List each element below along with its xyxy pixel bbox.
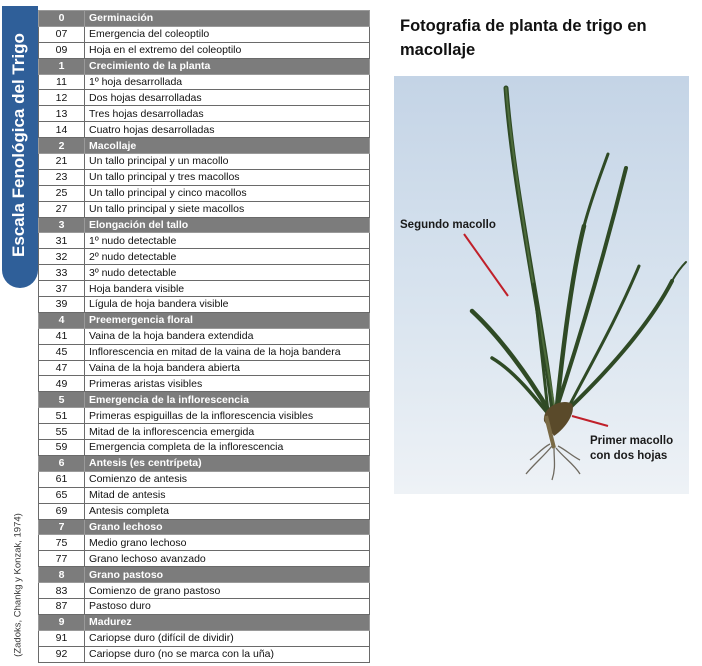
stage-code: 69 xyxy=(39,503,85,519)
stage-title: Grano lechoso xyxy=(85,519,370,535)
stage-row xyxy=(39,376,370,392)
stage-row xyxy=(39,408,370,424)
stage-code: 1 xyxy=(39,58,85,74)
stage-code: 07 xyxy=(39,26,85,42)
stage-description: Pastoso duro xyxy=(85,598,370,614)
stage-description: 1º nudo detectable xyxy=(85,233,370,249)
stage-row xyxy=(39,265,370,281)
stage-title: Preemergencia floral xyxy=(85,312,370,328)
stage-code: 33 xyxy=(39,265,85,281)
stage-row xyxy=(39,440,370,456)
first-tiller-label-line1: Primer macollo xyxy=(590,435,674,447)
stage-code: 4 xyxy=(39,312,85,328)
stage-description: Dos hojas desarrolladas xyxy=(85,90,370,106)
stage-code: 32 xyxy=(39,249,85,265)
stage-description: Un tallo principal y un macollo xyxy=(85,154,370,170)
stage-title: Germinación xyxy=(85,11,370,27)
stage-description: Un tallo principal y siete macollos xyxy=(85,201,370,217)
stage-description: Lígula de hoja bandera visible xyxy=(85,297,370,313)
stage-row xyxy=(39,154,370,170)
stage-row xyxy=(39,471,370,487)
stage-row xyxy=(39,26,370,42)
stage-row xyxy=(39,583,370,599)
phenology-table xyxy=(38,10,370,663)
stage-description: Emergencia completa de la inflorescencia xyxy=(85,440,370,456)
stage-description: Cariopse duro (difícil de dividir) xyxy=(85,630,370,646)
stage-description: 2º nudo detectable xyxy=(85,249,370,265)
stage-description: Primeras aristas visibles xyxy=(85,376,370,392)
stage-description: Mitad de la inflorescencia emergida xyxy=(85,424,370,440)
citation: (Zadoks, Chankg y Konzak, 1974) xyxy=(12,513,24,657)
stage-header-row xyxy=(39,455,370,471)
stage-code: 83 xyxy=(39,583,85,599)
stage-row xyxy=(39,503,370,519)
stage-header-row xyxy=(39,138,370,154)
stage-code: 9 xyxy=(39,614,85,630)
stage-description: Medio grano lechoso xyxy=(85,535,370,551)
stage-code: 09 xyxy=(39,42,85,58)
stage-row xyxy=(39,185,370,201)
stage-code: 51 xyxy=(39,408,85,424)
stage-code: 6 xyxy=(39,455,85,471)
wheat-plant-photo xyxy=(394,76,689,494)
stage-code: 13 xyxy=(39,106,85,122)
stage-code: 75 xyxy=(39,535,85,551)
stage-row xyxy=(39,551,370,567)
stage-header-row xyxy=(39,519,370,535)
phenology-table-body xyxy=(39,11,370,663)
stage-description: Inflorescencia en mitad de la vaina de la hoja bandera xyxy=(85,344,370,360)
stage-code: 0 xyxy=(39,11,85,27)
stage-code: 7 xyxy=(39,519,85,535)
stage-description: Un tallo principal y cinco macollos xyxy=(85,185,370,201)
first-tiller-label-line2: con dos hojas xyxy=(590,450,668,462)
stage-description: Emergencia del coleoptilo xyxy=(85,26,370,42)
stage-code: 23 xyxy=(39,169,85,185)
stage-description: Vaina de la hoja bandera abierta xyxy=(85,360,370,376)
stage-header-row xyxy=(39,614,370,630)
stage-code: 92 xyxy=(39,646,85,662)
stage-code: 39 xyxy=(39,297,85,313)
stage-code: 47 xyxy=(39,360,85,376)
stage-description: 1º hoja desarrollada xyxy=(85,74,370,90)
stage-code: 59 xyxy=(39,440,85,456)
stage-description: Antesis completa xyxy=(85,503,370,519)
stage-code: 11 xyxy=(39,74,85,90)
stage-code: 25 xyxy=(39,185,85,201)
stage-description: Primeras espiguillas de la inflorescencia visibles xyxy=(85,408,370,424)
stage-row xyxy=(39,630,370,646)
stage-description: Hoja en el extremo del coleoptilo xyxy=(85,42,370,58)
stage-row xyxy=(39,106,370,122)
stage-title: Crecimiento de la planta xyxy=(85,58,370,74)
stage-row xyxy=(39,328,370,344)
stage-title: Madurez xyxy=(85,614,370,630)
stage-description: Cuatro hojas desarrolladas xyxy=(85,122,370,138)
stage-code: 87 xyxy=(39,598,85,614)
stage-header-row xyxy=(39,392,370,408)
stage-row xyxy=(39,201,370,217)
stage-code: 77 xyxy=(39,551,85,567)
stage-code: 37 xyxy=(39,281,85,297)
stage-code: 14 xyxy=(39,122,85,138)
stage-row xyxy=(39,74,370,90)
stage-code: 5 xyxy=(39,392,85,408)
stage-code: 91 xyxy=(39,630,85,646)
stage-row xyxy=(39,424,370,440)
stage-row xyxy=(39,360,370,376)
stage-row xyxy=(39,344,370,360)
stage-description: Tres hojas desarrolladas xyxy=(85,106,370,122)
stage-code: 65 xyxy=(39,487,85,503)
second-tiller-label: Segundo macollo xyxy=(400,219,496,231)
stage-row xyxy=(39,90,370,106)
stage-code: 61 xyxy=(39,471,85,487)
stage-row xyxy=(39,169,370,185)
stage-title: Antesis (es centrípeta) xyxy=(85,455,370,471)
stage-description: Cariopse duro (no se marca con la uña) xyxy=(85,646,370,662)
side-title: Escala Fenológica del Trigo xyxy=(9,33,28,257)
stage-code: 31 xyxy=(39,233,85,249)
stage-row xyxy=(39,487,370,503)
stage-row xyxy=(39,281,370,297)
stage-code: 27 xyxy=(39,201,85,217)
stage-code: 8 xyxy=(39,567,85,583)
stage-row xyxy=(39,598,370,614)
stage-row xyxy=(39,646,370,662)
wheat-plant-illustration xyxy=(394,76,689,494)
stage-title: Macollaje xyxy=(85,138,370,154)
stage-row xyxy=(39,122,370,138)
stage-code: 21 xyxy=(39,154,85,170)
stage-row xyxy=(39,233,370,249)
stage-code: 45 xyxy=(39,344,85,360)
stage-description: Comienzo de grano pastoso xyxy=(85,583,370,599)
stage-title: Grano pastoso xyxy=(85,567,370,583)
stage-header-row xyxy=(39,58,370,74)
stage-description: Hoja bandera visible xyxy=(85,281,370,297)
stage-code: 41 xyxy=(39,328,85,344)
stage-code: 55 xyxy=(39,424,85,440)
stage-row xyxy=(39,42,370,58)
stage-description: Vaina de la hoja bandera extendida xyxy=(85,328,370,344)
stage-row xyxy=(39,297,370,313)
stage-title: Emergencia de la inflorescencia xyxy=(85,392,370,408)
photo-title: Fotografia de planta de trigo en macollaje xyxy=(400,17,647,59)
stage-description: 3º nudo detectable xyxy=(85,265,370,281)
stage-code: 49 xyxy=(39,376,85,392)
stage-description: Un tallo principal y tres macollos xyxy=(85,169,370,185)
stage-header-row xyxy=(39,217,370,233)
stage-description: Grano lechoso avanzado xyxy=(85,551,370,567)
stage-header-row xyxy=(39,11,370,27)
stage-row xyxy=(39,535,370,551)
stage-title: Elongación del tallo xyxy=(85,217,370,233)
stage-header-row xyxy=(39,567,370,583)
stage-code: 2 xyxy=(39,138,85,154)
stage-description: Comienzo de antesis xyxy=(85,471,370,487)
stage-row xyxy=(39,249,370,265)
stage-code: 12 xyxy=(39,90,85,106)
stage-code: 3 xyxy=(39,217,85,233)
stage-description: Mitad de antesis xyxy=(85,487,370,503)
stage-header-row xyxy=(39,312,370,328)
